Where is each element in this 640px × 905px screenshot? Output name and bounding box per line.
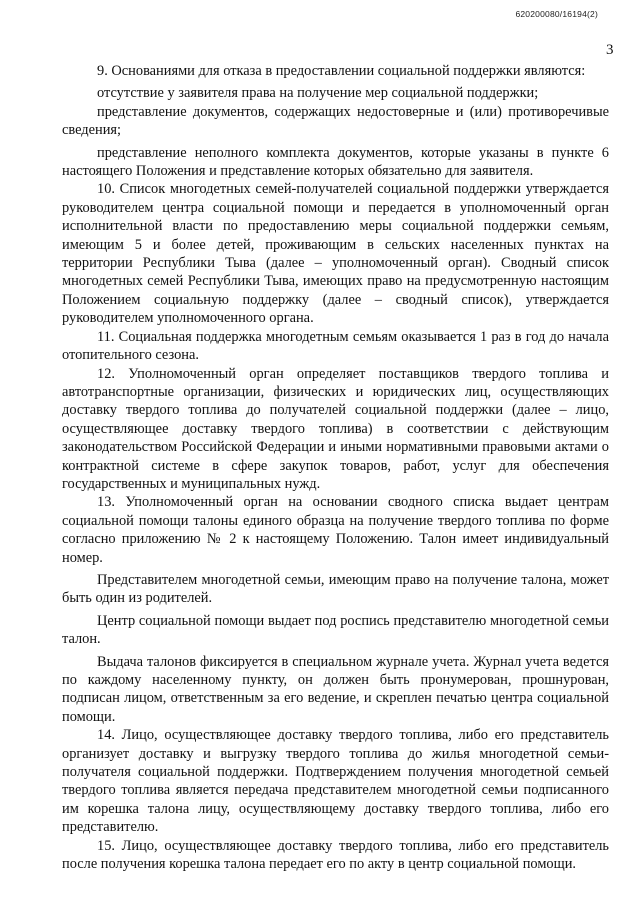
- paragraph-15: 15. Лицо, осуществляющее доставку твердого топлива, либо его представитель после получения корешка талона передает его по акту в центр социальной помощи.: [62, 837, 609, 873]
- page-number: 3: [606, 42, 614, 58]
- document-body: [62, 62, 609, 873]
- paragraph-9-item-1: отсутствие у заявителя права на получение мер социальной поддержки;: [97, 85, 539, 102]
- document-id: 620200080/16194(2): [515, 9, 598, 19]
- paragraph-13-journal: Выдача талонов фиксируется в специальном журнале учета. Журнал учета ведется по каждому населенному пункту, он должен быть пронумерован, прошнурован, подписан лицом, ответственным за его ведение, и скреплен печатью центра социальной помощи.: [62, 653, 609, 725]
- paragraph-9: 9. Основаниями для отказа в предоставлении социальной поддержки являются:: [97, 63, 586, 79]
- paragraph-14: 14. Лицо, осуществляющее доставку твердого топлива, либо его представитель организует доставку и выгрузку твердого топлива до жилья многодетной семьи-получателя социальной поддержки. Подтверждением получения многодетной семьей твердого топлива является передача представителем многодетной семьи подписанного им корешка талона лицу, осуществляющему доставку твердого топлива, либо его представителю.: [62, 727, 609, 836]
- paragraph-9-item-2: представление документов, содержащих недостоверные и (или) противоречивые сведения;: [62, 103, 609, 139]
- paragraph-13: 13. Уполномоченный орган на основании сводного списка выдает центрам социальной помощи талоны единого образца на получение твердого топлива по форме согласно приложению № 2 к настоящему Положению. Талон имеет индивидуальный номер.: [62, 494, 609, 566]
- paragraph-13-representative: Представителем многодетной семьи, имеющим право на получение талона, может быть один из родителей.: [62, 571, 609, 607]
- paragraph-11: 11. Социальная поддержка многодетным семьям оказывается 1 раз в год до начала отопительного сезона.: [62, 328, 609, 364]
- paragraph-9-item-3: представление неполного комплекта документов, которые указаны в пункте 6 настоящего Положения и представление которых обязательно для заявителя.: [62, 144, 609, 180]
- paragraph-10: 10. Список многодетных семей-получателей социальной поддержки утверждается руководителем центра социальной помощи и передается в уполномоченный орган исполнительной власти по предоставлению меры социальной поддержки семьям, имеющим 5 и более детей, проживающим в сельских населенных пунктах на территории Республики Тыва (далее – уполномоченный орган). Сводный список многодетных семей Республики Тыва, имеющих право на предусмотренную настоящим Положением социальную поддержку (далее – сводный список), утверждается руководителем уполномоченного органа.: [62, 181, 609, 327]
- paragraph-12: 12. Уполномоченный орган определяет поставщиков твердого топлива и автотранспортные организации, физических и юридических лиц, осуществляющих доставку твердого топлива до получателей социальной поддержки (далее – лицо, осуществляющее доставку твердого топлива) в соответствии с действующим законодательством Российской Федерации и иными нормативными правовыми актами о контрактной системе в сфере закупок товаров, работ, услуг для обеспечения государственных и муниципальных нужд.: [62, 365, 609, 492]
- paragraph-13-issuance: Центр социальной помощи выдает под роспись представителю многодетной семьи талон.: [62, 612, 609, 648]
